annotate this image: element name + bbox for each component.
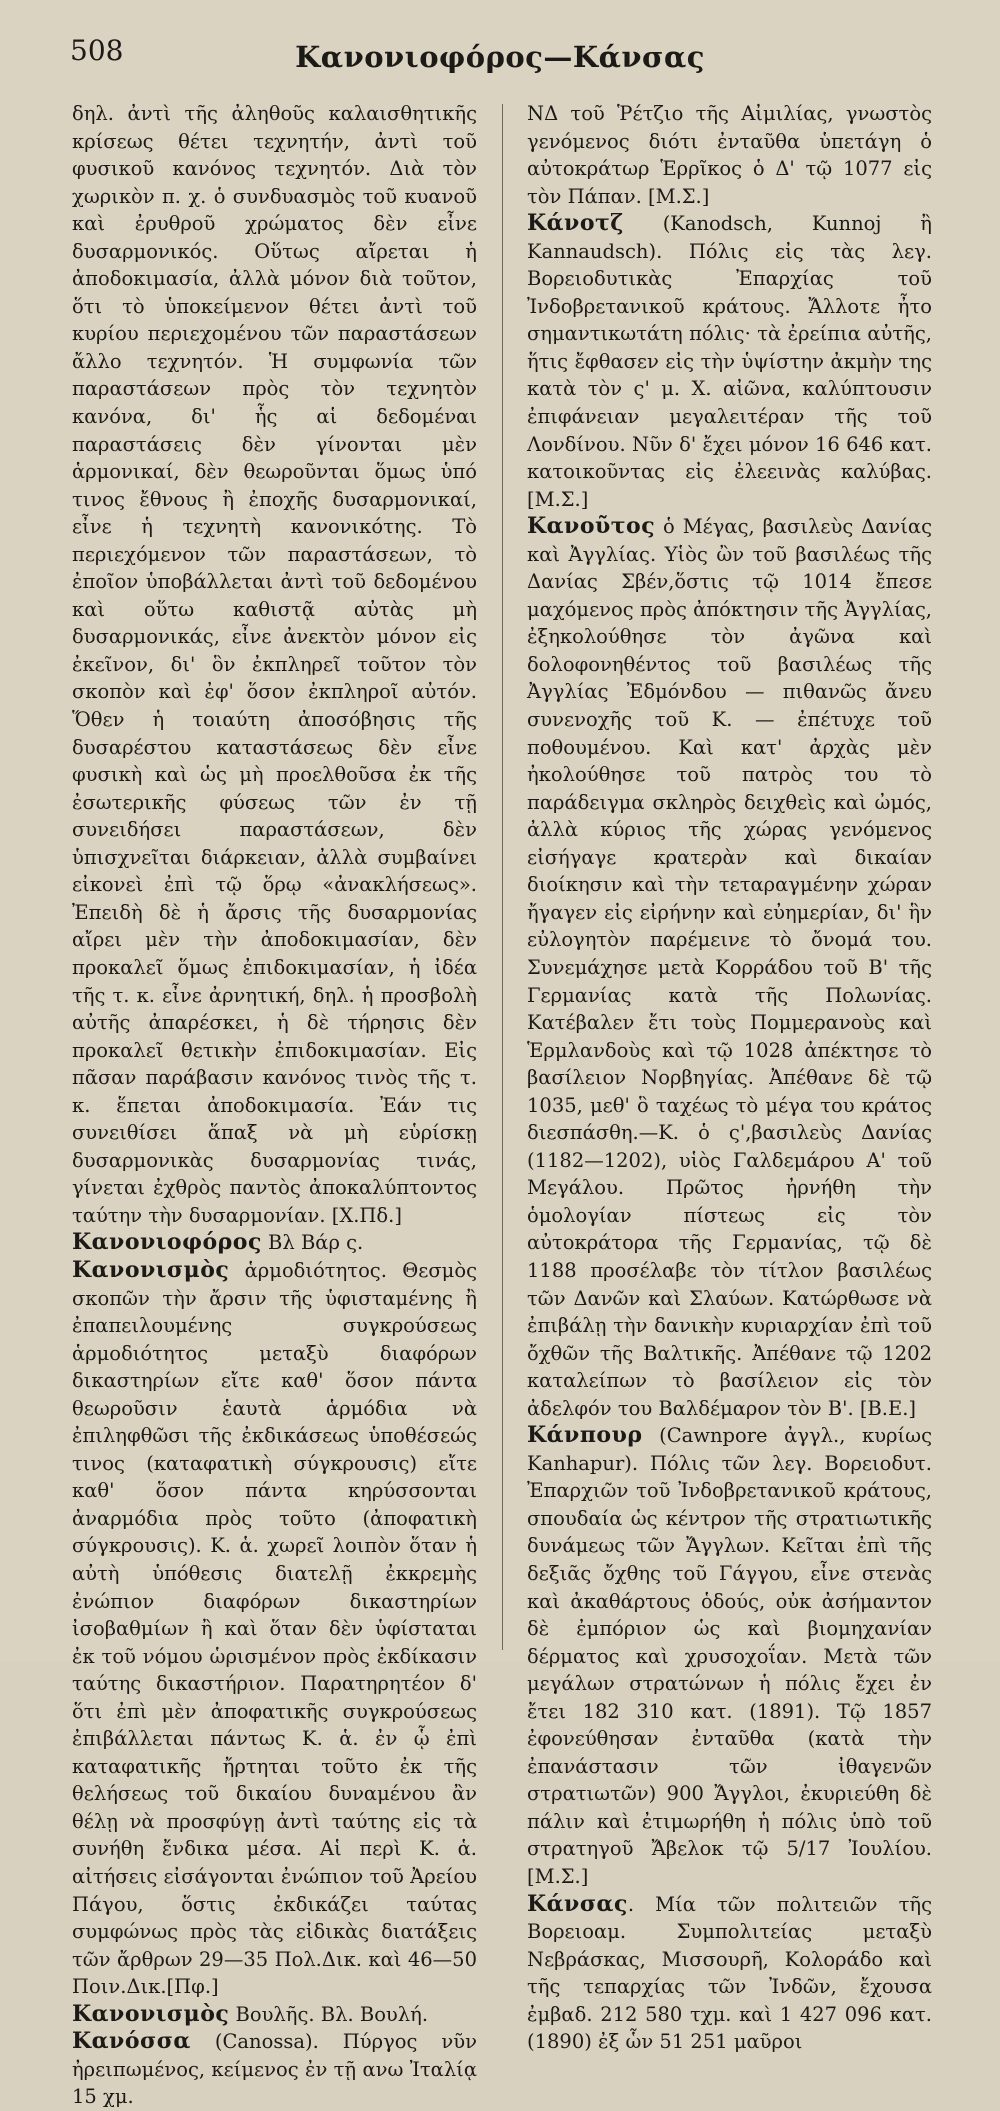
entry-headword: Κανόσσα bbox=[72, 2028, 191, 2055]
entry-kanonioforos bbox=[72, 1229, 477, 1257]
entry-text: (Kanodsch, Kunnoj ἢ Kannaudsch). Πόλις εἰς τὰς λεγ. Βορειοδυτικὰς Ἐπαρχίας τοῦ Ἰνδοβρετανικοῦ κράτους. Ἄλλοτε ἦτο σημαντικωτάτη πόλις· τὰ ἐρείπια αὐτῆς, ἥτις ἔφθασεν εἰς τὴν ὑψίστην ἀκμὴν της κατὰ τὸν ς' μ. Χ. αἰῶνα, καλύπτουσιν ἐπιφάνειαν μεγαλειτέραν τῆς τοῦ Λονδίνου. Νῦν δ' ἔχει μόνον 16 646 κατ. κατοικοῦντας εἰς ἐλεεινὰς καλύβας. [Μ.Σ.] bbox=[527, 212, 932, 511]
entry-kanonismos-voulis bbox=[72, 2001, 477, 2029]
left-column bbox=[72, 100, 477, 2111]
entry-text: (Canossa). Πύργος νῦν ἠρειπωμένος, κείμενος ἐν τῇ ανω Ἰταλίᾳ 15 χμ. bbox=[72, 2030, 477, 2109]
entry-headword: Κανονισμὸς bbox=[72, 2000, 230, 2027]
entry-kanpour bbox=[527, 1422, 932, 1890]
entry-headword: Κάνσας bbox=[527, 1890, 628, 1917]
entry-text: ἁρμοδιότητος. Θεσμὸς σκοπῶν τὴν ἄρσιν τῆς ὑφισταμένης ἢ ἐπαπειλουμένης συγκρούσεως ἁρμοδιότητος μεταξὺ διαφόρων δικαστηρίων εἴτε καθ' ὅσον πάντα θεωροῦσιν ἑαυτὰ ἁρμόδια νὰ ἐπιληφθῶσι τῆς ἐκδικάσεως ὑποθέσεώς τινος (καταφατικὴ σύγκρουσις) εἴτε καθ' ὅσον πάντα κηρύσσονται ἀναρμόδια πρὸς τοῦτο (ἀποφατικὴ σύγκρουσις). Κ. ἁ. χωρεῖ λοιπὸν ὅταν ἡ αὐτὴ ὑπόθεσις διατελῇ ἐκκρεμὴς ἐνώπιον διαφόρων δικαστηρίων ἰσοβαθμίων ἢ καὶ ὅταν δὲν ὑφίσταται ἐκ τοῦ νόμου ὡρισμένον πρὸς ἐκδίκασιν ταύτης δικαστήριον. Παρατηρητέον δ' ὅτι ἐπὶ μὲν ἀποφατικῆς συγκρούσεως ἐπιβάλλεται πάντως Κ. ἁ. ἐν ᾧ ἐπὶ καταφατικῆς ἤρτηται τοῦτο ἐκ τῆς θελήσεως τοῦ δικαίου δυναμένου ἂν θέλῃ νὰ προσφύγῃ ἀντὶ ταύτης εἰς τὰ συνήθη ἔνδικα μέσα. Αἱ περὶ Κ. ἁ. αἰτήσεις εἰσάγονται ἐνώπιον τοῦ Ἀρείου Πάγου, ὅστις ἐκδικάζει ταύτας συμφώνως πρὸς τὰς εἰδικὰς διατάξεις τῶν ἄρθρων 29—35 Πολ.Δικ. καὶ 46—50 Ποιν.Δικ.[Πφ.] bbox=[72, 1258, 477, 1999]
entry-continuation bbox=[527, 100, 932, 210]
running-title: Κανονιοφόρος—Κάνσας bbox=[295, 40, 705, 74]
entry-headword: Κανονισμὸς bbox=[72, 1256, 230, 1283]
entry-headword: Κάνπουρ bbox=[527, 1422, 643, 1449]
entry-text: δηλ. ἀντὶ τῆς ἀληθοῦς καλαισθητικῆς κρίσεως θέτει τεχνητήν, ἀντὶ τοῦ φυσικοῦ κανόνος τεχνητόν. Διὰ τὸν χωρικὸν π. χ. ὁ συνδυασμὸς τοῦ κυανοῦ καὶ ἐρυθροῦ χρώματος δὲν εἶνε δυσαρμονικός. Οὕτως αἴρεται ἡ ἀποδοκιμασία, ἀλλὰ μόνον διὰ τοῦτον, ὅτι τὸ ὑποκείμενον θέτει ἀντὶ τοῦ κυρίου περιεχομένου τῶν παραστάσεων ἄλλο τεχνητόν. Ἡ συμφωνία τῶν παραστάσεων πρὸς τὸν τεχνητὸν κανόνα, δι' ἧς αἱ δεδομέναι παραστάσεις δὲν γίνονται μὲν ἁρμονικαί, δὲν θεωροῦνται ὅμως ὑπό τινος ἔθνους ἢ ἐποχῆς δυσαρμονικαί, εἶνε ἡ τεχνητὴ κανονικότης. Τὸ περιεχόμενον τῶν παραστάσεων, τὸ ἐποῖον ὑποβάλλεται ἀντὶ τοῦ δεδομένου καὶ οὕτω καθιστᾷ αὐτὰς μὴ δυσαρμονικάς, εἶνε ἀνεκτὸν μόνον εἰς ἐκεῖνον, δι' ὃν ἐκπληρεῖ τοῦτον τὸν σκοπὸν καὶ ἐφ' ὅσον ἐκπληροῖ αὐτόν. Ὅθεν ἡ τοιαύτη ἀποσόβησις τῆς δυσαρέστου καταστάσεως δὲν εἶνε φυσικὴ καὶ ὡς μὴ προελθοῦσα ἐκ τῆς ἐσωτερικῆς φύσεως τῶν ἐν τῇ συνειδήσει παραστάσεων, δὲν ὑπισχνεῖται διάρκειαν, ἀλλὰ συμβαίνει εἰκονεὶ ἐπὶ τῷ ὅρῳ «ἀνακλήσεως». Ἐπειδὴ δὲ ἡ ἄρσις τῆς δυσαρμονίας αἴρει μὲν τὴν ἀποδοκιμασίαν, δὲν προκαλεῖ ὅμως ἐπιδοκιμασίαν, ἡ ἰδέα τῆς τ. κ. εἶνε ἀρνητική, δηλ. ἡ προσβολὴ αὐτῆς ἀπαρέσκει, ἡ δὲ τήρησις δὲν προκαλεῖ θετικὴν ἐπιδοκιμασίαν. Εἰς πᾶσαν παράβασιν κανόνος τινὸς τῆς τ. κ. ἕπεται ἀποδοκιμασία. Ἐάν τις συνειθίσει ἅπαξ νὰ μὴ εὑρίσκῃ δυσαρμονικὰς δυσαρμονίας τινάς, γίνεται ἐχθρὸς παντὸς ἀποκαλύπτοντος ταύτην τὴν δυσαρμονίαν. [Χ.Πδ.] bbox=[72, 102, 477, 1227]
entry-headword: Κανονιοφόρος bbox=[72, 1229, 262, 1256]
entry-text: . Μία τῶν πολιτειῶν τῆς Βορειοαμ. Συμπολιτείας μεταξὺ Νεβράσκας, Μισσουρῆ, Κολοράδο καὶ τῆς τεπαρχίας τῶν Ἰνδῶν, ἔχουσα ἐμβαδ. 212 580 τχμ. καὶ 1 427 096 κατ. (1890) ἐξ ὧν 51 251 μαῦροι bbox=[527, 1892, 932, 2054]
entry-text: Βουλῆς. Βλ. Βουλή. bbox=[229, 2002, 429, 2026]
page-header bbox=[0, 0, 1000, 92]
right-column bbox=[527, 100, 932, 2056]
entry-text: ΝΔ τοῦ Ῥέτζιο τῆς Αἰμιλίας, γνωστὸς γενόμενος διότι ἐνταῦθα ὑπετάγη ὁ αὐτοκράτωρ Ἑρρῖκος ὁ Δ' τῷ 1077 εἰς τὸν Πάπαν. [Μ.Σ.] bbox=[527, 102, 932, 208]
column-divider bbox=[502, 104, 503, 1650]
entry-headword: Κάνοτζ bbox=[527, 210, 624, 237]
entry-kanossa bbox=[72, 2028, 477, 2111]
page-number: 508 bbox=[70, 34, 124, 67]
entry-text: Βλ Βάρ ς. bbox=[261, 1231, 364, 1255]
entry-kanonismos-armodiotitos bbox=[72, 1257, 477, 2001]
entry-continuation bbox=[72, 100, 477, 1229]
entry-kanotz bbox=[527, 210, 932, 513]
entry-kansas bbox=[527, 1891, 932, 2056]
entry-kanoutos bbox=[527, 513, 932, 1422]
entry-text: ὁ Μέγας, βασιλεὺς Δανίας καὶ Ἀγγλίας. Υἱὸς ὢν τοῦ βασιλέως τῆς Δανίας Σβέν,ὅστις τῷ 1014 ἔπεσε μαχόμενος πρὸς ἀπόκτησιν τῆς Ἀγγλίας, ἐξηκολούθησε τὸν ἀγῶνα καὶ δολοφονηθέντος τοῦ βασιλέως τῆς Ἀγγλίας Ἐδμόνδου — πιθανῶς ἄνευ συνενοχῆς τοῦ Κ. — ἐπέτυχε τοῦ ποθουμένου. Καὶ κατ' ἀρχὰς μὲν ἠκολούθησε τοῦ πατρὸς του τὸ παράδειγμα σκληρὸς δειχθεὶς καὶ ὠμός, ἀλλὰ κύριος τῆς χώρας γενόμενος εἰσήγαγε κρατερὰν καὶ δικαίαν διοίκησιν καὶ τὴν τεταραγμένην χώραν ἤγαγεν εἰς εἰρήνην καὶ εὐημερίαν, δι' ἣν εὐλογητὸν παρέμεινε τὸ ὄνομά του. Συνεμάχησε μετὰ Κορράδου τοῦ Β' τῆς Γερμανίας κατὰ τῆς Πολωνίας. Κατέβαλεν ἔτι τοὺς Πομμερανοὺς καὶ Ἑρμλανδοὺς καὶ τῷ 1028 ἀπέκτησε τὸ βασίλειον Νορβηγίας. Ἀπέθανε δὲ τῷ 1035, μεθ' ὃ ταχέως τὸ μέγα του κράτος διεσπάσθη.—Κ. ὁ ς',βασιλεὺς Δανίας (1182—1202), υἱὸς Γαλδεμάρου Α' τοῦ Μεγάλου. Πρῶτος ἠρνήθη τὴν ὁμολογίαν πίστεως εἰς τὸν αὐτοκράτορα τῆς Γερμανίας, τῷ δὲ 1188 προσέλαβε τὸν τίτλον βασιλέως τῶν Δανῶν καὶ Σλαύων. Κατώρθωσε νὰ ἐπιβάλῃ τὴν δανικὴν κυριαρχίαν ἐπὶ τοῦ ὄχθῶν τῆς Βαλτικῆς. Ἀπέθανε τῷ 1202 καταλείπων τὸ βασίλειον εἰς τὸν ἀδελφόν του Βαλδέμαρον τὸν Β'. [Β.Ε.] bbox=[527, 515, 932, 1420]
entry-headword: Κανοῦτος bbox=[527, 513, 656, 540]
entry-text: (Cawnpore ἀγγλ., κυρίως Kanhapur). Πόλις τῶν λεγ. Βορειοδυτ. Ἐπαρχιῶν τοῦ Ἰνδοβρετανικοῦ κράτους, σπουδαία ὡς κέντρον τῆς στρατιωτικῆς δυνάμεως τῶν Ἄγγλων. Κεῖται ἐπὶ τῆς δεξιᾶς ὄχθης τοῦ Γάγγου, εἶνε στενὰς καὶ ἀκαθάρτους ὁδούς, οὐκ ἀσήμαντον δὲ ἐμπόριον ὡς καὶ βιομηχανίαν δέρματος καὶ χρυσοχοΐαν. Μετὰ τῶν μεγάλων στρατώνων ἡ πόλις ἔχει ἐν ἔτει 182 310 κατ. (1891). Τῷ 1857 ἐφονεύθησαν ἐνταῦθα (κατὰ τὴν ἐπανάστασιν τῶν ἰθαγενῶν στρατιωτῶν) 900 Ἄγγλοι, ἐκυριεύθη δὲ πάλιν καὶ ἐτιμωρήθη ἡ πόλις ὑπὸ τοῦ στρατηγοῦ Ἄβελοκ τῷ 5/17 Ἰουλίου. [Μ.Σ.] bbox=[527, 1424, 932, 1888]
